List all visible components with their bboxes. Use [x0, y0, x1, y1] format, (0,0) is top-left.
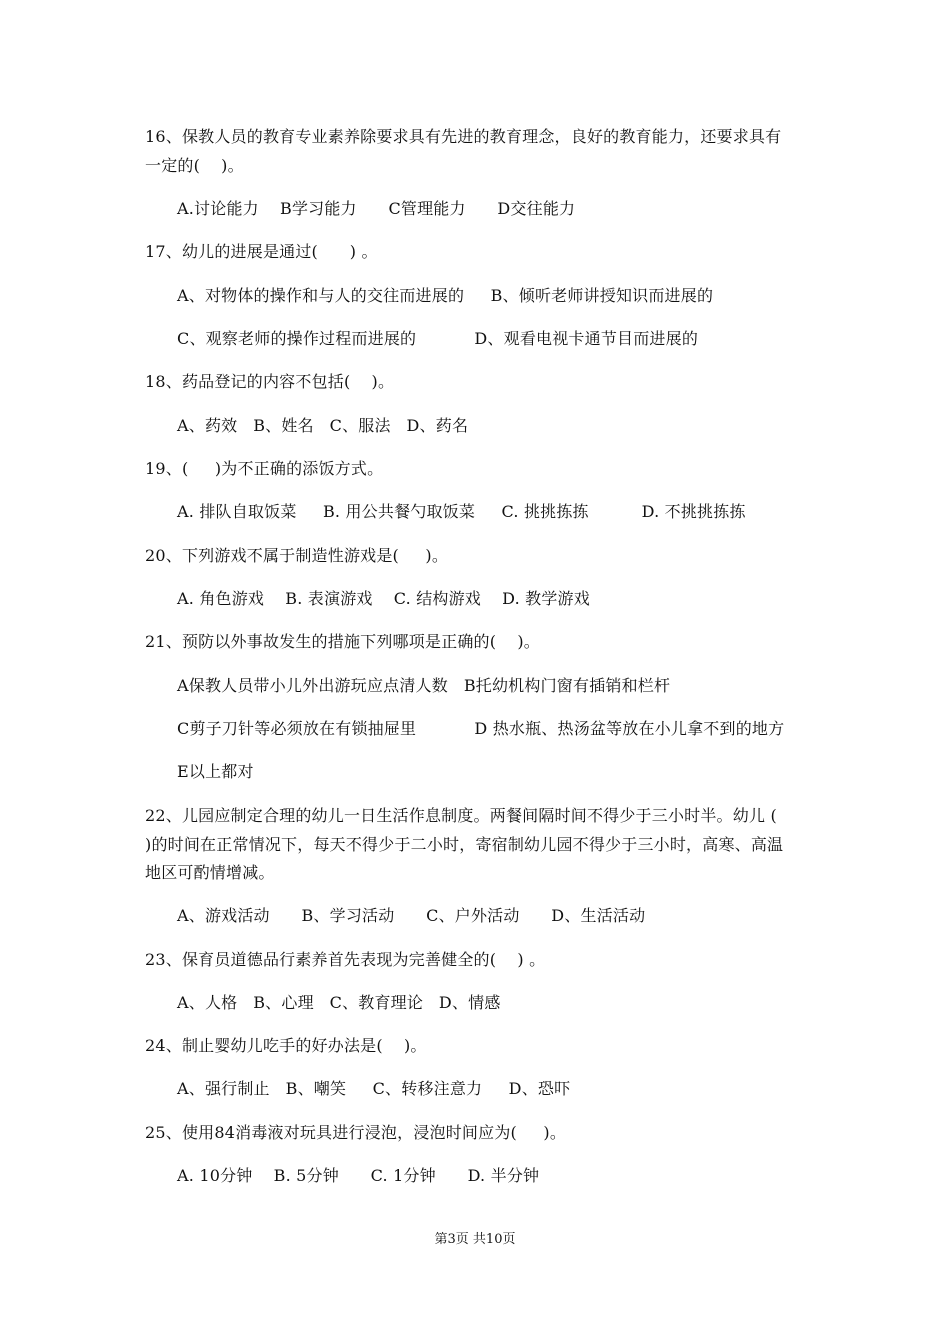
question-19-options: A. 排队自取饭菜 B. 用公共餐勺取饭菜 C. 挑挑拣拣 D. 不挑挑拣拣 [177, 502, 746, 521]
question-20: 20、下列游戏不属于制造性游戏是( )。 [145, 546, 449, 565]
question-22-line-1: 22、儿园应制定合理的幼儿一日生活作息制度。两餐间隔时间不得少于三小时半。幼儿 ( [145, 806, 777, 825]
question-16-options: A.讨论能力 B学习能力 C管理能力 D交往能力 [177, 199, 576, 218]
question-25-options: A. 10分钟 B. 5分钟 C. 1分钟 D. 半分钟 [177, 1166, 540, 1185]
question-21-options-3: E以上都对 [177, 762, 254, 781]
question-22-line-2: )的时间在正常情况下，每天不得少于二小时，寄宿制幼儿园不得少于三小时，高寒、高温 [145, 835, 784, 854]
question-17-options-2: C、观察老师的操作过程而进展的 D、观看电视卡通节目而进展的 [177, 329, 699, 348]
question-18: 18、药品登记的内容不包括( )。 [145, 372, 395, 391]
question-17: 17、幼儿的进展是通过( ) 。 [145, 242, 378, 261]
question-21-options-1: A保教人员带小儿外出游玩应点清人数 B托幼机构门窗有插销和栏杆 [177, 676, 671, 695]
question-24-options: A、强行制止 B、嘲笑 C、转移注意力 D、恐吓 [177, 1079, 571, 1098]
question-24: 24、制止婴幼儿吃手的好办法是( )。 [145, 1036, 427, 1055]
question-19: 19、( )为不正确的添饭方式。 [145, 459, 384, 478]
question-20-options: A. 角色游戏 B. 表演游戏 C. 结构游戏 D. 教学游戏 [177, 589, 590, 608]
question-18-options: A、药效 B、姓名 C、服法 D、药名 [177, 416, 469, 435]
question-23-options: A、人格 B、心理 C、教育理论 D、情感 [177, 993, 501, 1012]
question-21-options-2: C剪子刀针等必须放在有锁抽屉里 D 热水瓶、热汤盆等放在小儿拿不到的地方 [177, 719, 785, 738]
question-23: 23、保育员道德品行素养首先表现为完善健全的( ) 。 [145, 950, 546, 969]
question-16-line-1: 16、保教人员的教育专业素养除要求具有先进的教育理念，良好的教育能力，还要求具有 [145, 127, 782, 146]
question-17-options-1: A、对物体的操作和与人的交往而进展的 B、倾听老师讲授知识而进展的 [177, 286, 714, 305]
question-21: 21、预防以外事故发生的措施下列哪项是正确的( )。 [145, 632, 540, 651]
question-22-line-3: 地区可酌情增减。 [145, 863, 275, 882]
question-25: 25、使用84消毒液对玩具进行浸泡，浸泡时间应为( )。 [145, 1123, 567, 1142]
page-footer: 第3页 共10页 [434, 1232, 516, 1247]
question-16-line-2: 一定的( )。 [145, 156, 244, 175]
question-22-options: A、游戏活动 B、学习活动 C、户外活动 D、生活活动 [177, 906, 646, 925]
